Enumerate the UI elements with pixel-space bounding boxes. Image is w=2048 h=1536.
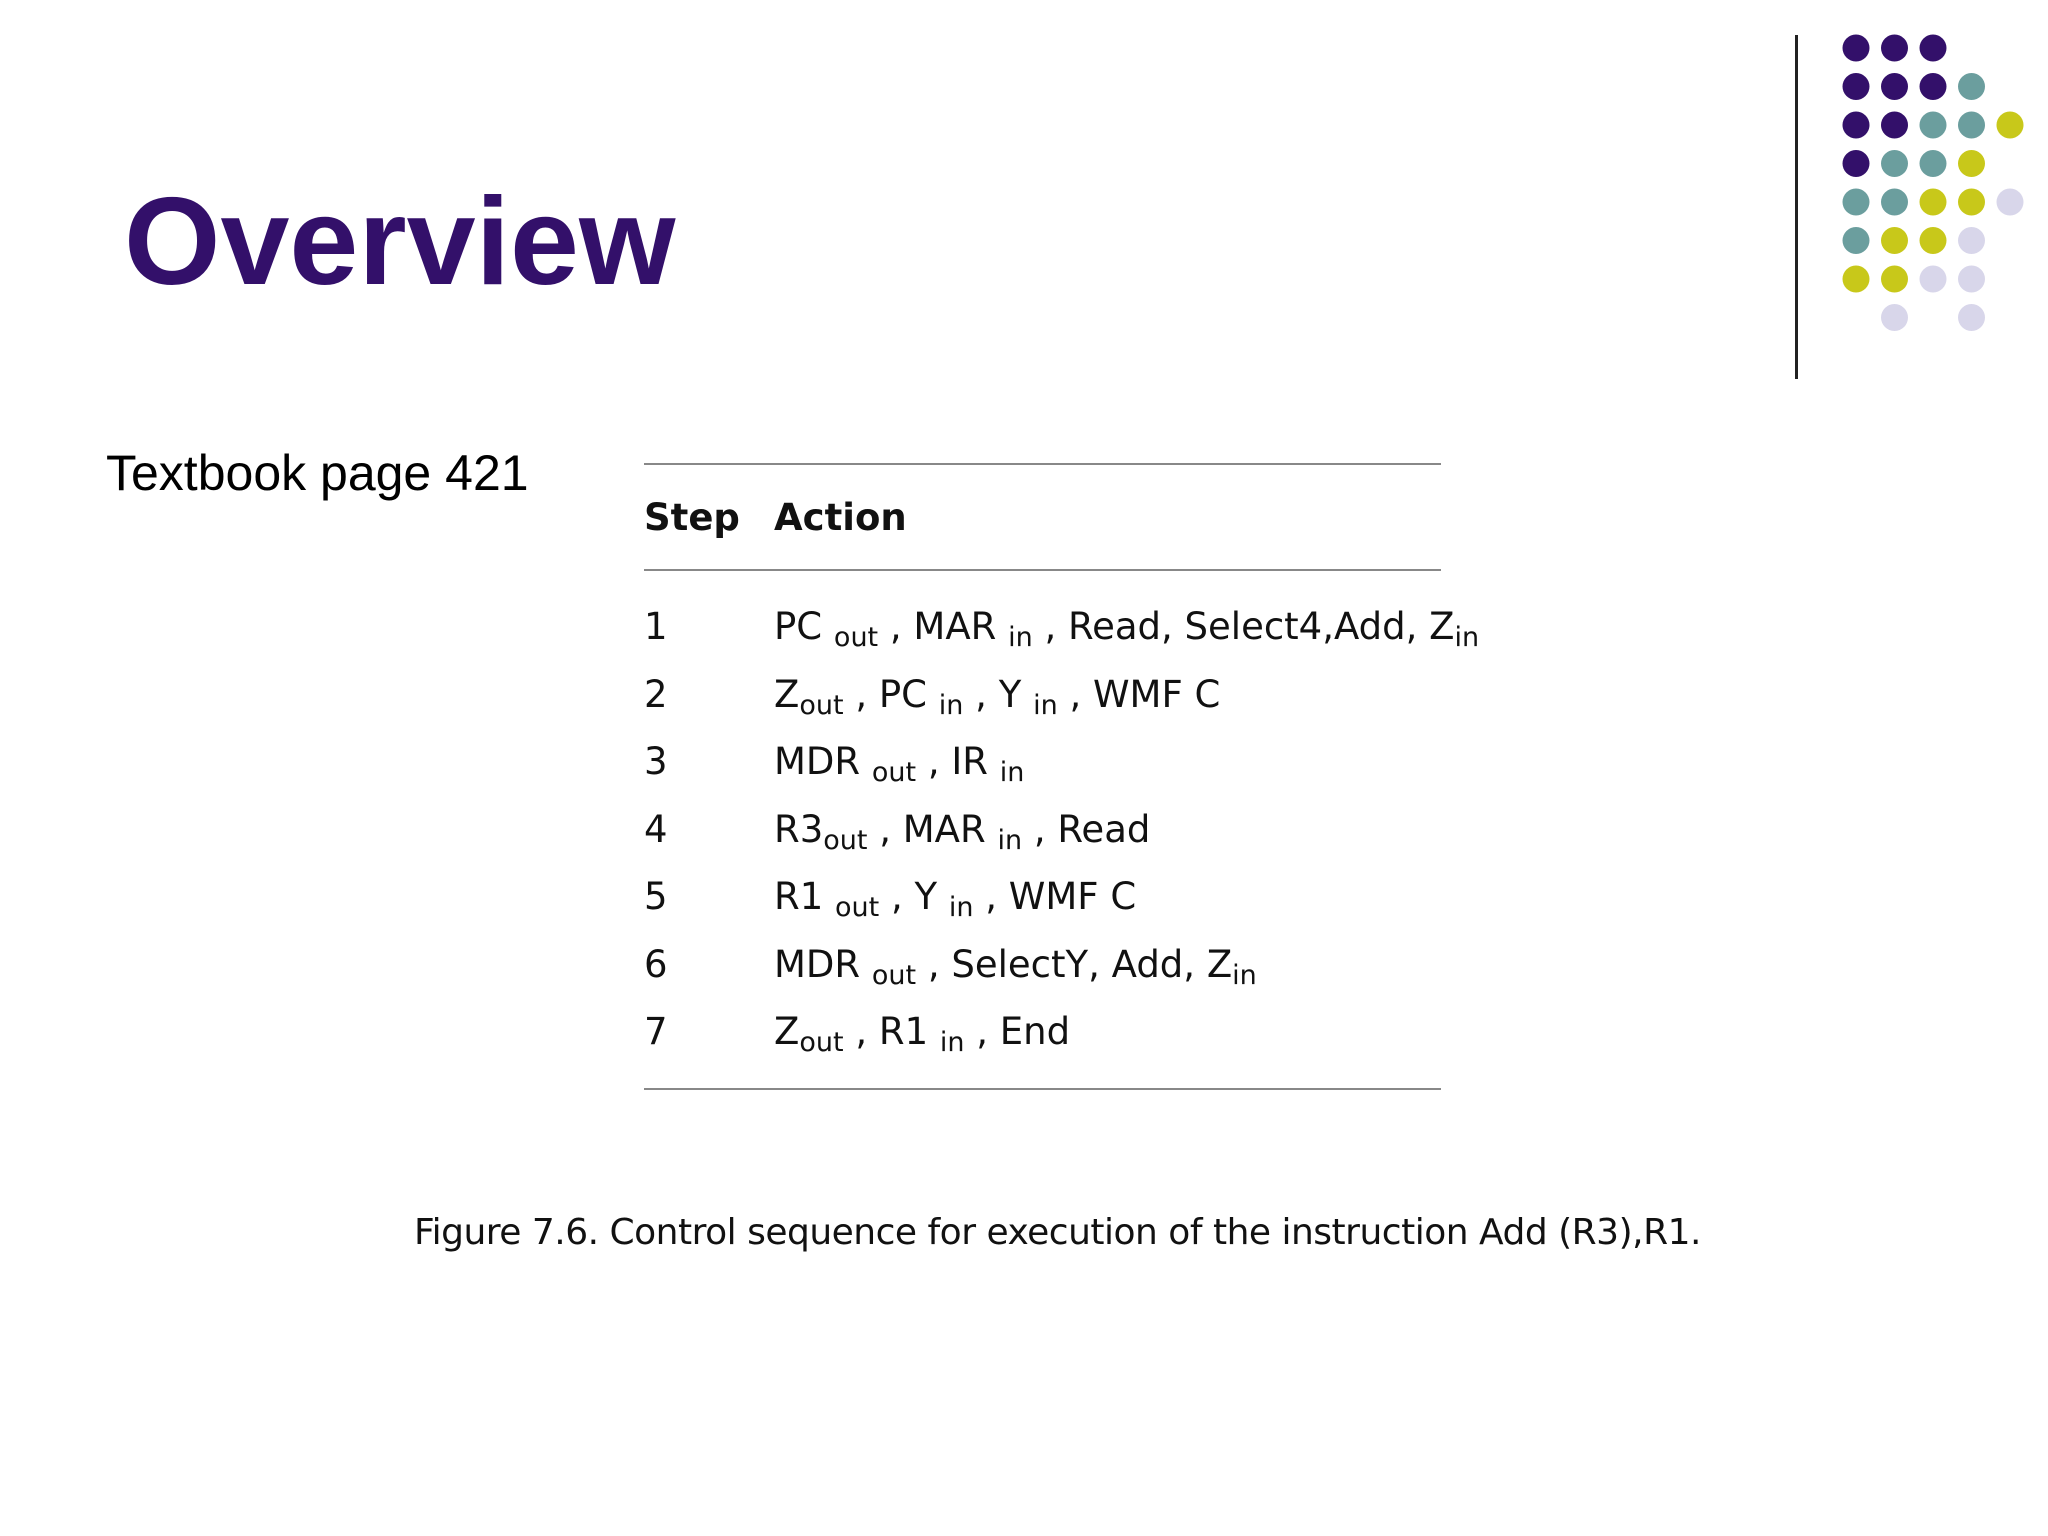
action-text: , Read, Select4,Add, Z (1032, 605, 1455, 649)
table-body (644, 571, 1480, 1088)
decorative-dot (1920, 35, 1947, 62)
action-text: MDR (774, 740, 872, 784)
step-action (774, 875, 1441, 924)
action-text: Z (774, 1010, 800, 1054)
header-step: Step (644, 495, 740, 539)
action-text: , R1 (843, 1010, 940, 1054)
step-number: 1 (644, 605, 668, 649)
decorative-dot (1843, 112, 1870, 139)
table-row (644, 796, 1441, 864)
decorative-dot (1881, 35, 1908, 62)
step-action (774, 807, 1441, 856)
decorative-dot (1958, 304, 1985, 331)
decorative-dot (1843, 73, 1870, 100)
action-text: , Read (1022, 807, 1151, 851)
decorative-dot (1920, 73, 1947, 100)
action-subscript: out (823, 824, 868, 856)
action-subscript: out (799, 689, 844, 721)
action-text: R3 (774, 807, 824, 851)
action-text: , Y (879, 875, 949, 919)
step-number: 6 (644, 942, 668, 986)
decorative-dot (1843, 150, 1870, 177)
decorative-dot (1920, 227, 1947, 254)
decorative-dot (1958, 112, 1985, 139)
action-subscript: in (1454, 622, 1480, 654)
step-number: 7 (644, 1010, 668, 1054)
action-subscript: in (997, 824, 1023, 856)
table-bottom-rule (644, 1088, 1441, 1090)
figure-caption: Figure 7.6. Control sequence for execution of the instruction Add (R3),R1. (414, 1212, 1701, 1253)
action-text: , MAR (867, 807, 998, 851)
action-subscript: in (999, 757, 1025, 789)
action-text: , WMF C (1057, 672, 1221, 716)
decorative-dot (1920, 189, 1947, 216)
action-text: , MAR (878, 605, 1009, 649)
step-number: 3 (644, 740, 668, 784)
action-subscript: out (871, 757, 917, 789)
step-number: 4 (644, 807, 668, 851)
action-subscript: out (835, 892, 880, 924)
step-action (774, 1010, 1441, 1059)
step-action (774, 740, 1441, 789)
action-text: , IR (916, 740, 1000, 784)
decorative-dot (1920, 112, 1947, 139)
action-text: , End (964, 1010, 1071, 1054)
action-text: , SelectY, Add, Z (916, 942, 1233, 986)
step-number: 2 (644, 672, 668, 716)
step-action (774, 942, 1441, 991)
step-action (774, 672, 1441, 721)
slide-subtitle: Textbook page 421 (106, 445, 529, 501)
action-subscript: in (1008, 622, 1033, 654)
decorative-dot (1843, 35, 1870, 62)
action-subscript: in (1232, 959, 1257, 991)
decorative-vertical-line (1795, 35, 1798, 379)
decorative-dot (1920, 150, 1947, 177)
table-row (644, 931, 1441, 999)
decorative-dot (1881, 189, 1908, 216)
decorative-dot (1920, 266, 1947, 293)
action-text: , PC (843, 672, 939, 716)
decorative-dot (1881, 112, 1908, 139)
decorative-dot (1881, 73, 1908, 100)
action-subscript: out (799, 1027, 844, 1059)
step-number: 5 (644, 875, 668, 919)
decorative-dot (1997, 112, 2024, 139)
header-action: Action (774, 495, 907, 539)
decorative-dot (1881, 266, 1908, 293)
decorative-dot (1843, 227, 1870, 254)
action-text: R1 (774, 875, 836, 919)
table-header (644, 465, 1441, 569)
table-row (644, 661, 1441, 729)
action-text: MDR (774, 942, 872, 986)
decorative-dot (1881, 227, 1908, 254)
slide-title: Overview (124, 173, 676, 311)
decorative-dot (1958, 189, 1985, 216)
action-subscript: in (938, 689, 964, 721)
step-action (774, 605, 1480, 654)
table-row (644, 593, 1480, 661)
action-subscript: out (871, 959, 917, 991)
action-subscript: out (833, 622, 879, 654)
decorative-dot (1958, 150, 1985, 177)
decorative-dot (1997, 189, 2024, 216)
table-row (644, 863, 1441, 931)
control-sequence-table (644, 463, 1480, 1090)
action-subscript: in (1033, 689, 1058, 721)
action-subscript: in (939, 1027, 965, 1059)
decorative-dot (1881, 150, 1908, 177)
decorative-dot (1958, 73, 1985, 100)
decorative-dot (1958, 266, 1985, 293)
table-row (644, 728, 1441, 796)
decorative-dot (1958, 227, 1985, 254)
decorative-dot (1843, 266, 1870, 293)
table-row (644, 998, 1441, 1066)
action-text: , WMF C (973, 875, 1137, 919)
action-text: PC (774, 605, 834, 649)
action-text: Z (774, 672, 800, 716)
action-text: , Y (963, 672, 1034, 716)
decorative-dot (1881, 304, 1908, 331)
decorative-dot (1843, 189, 1870, 216)
action-subscript: in (948, 892, 974, 924)
